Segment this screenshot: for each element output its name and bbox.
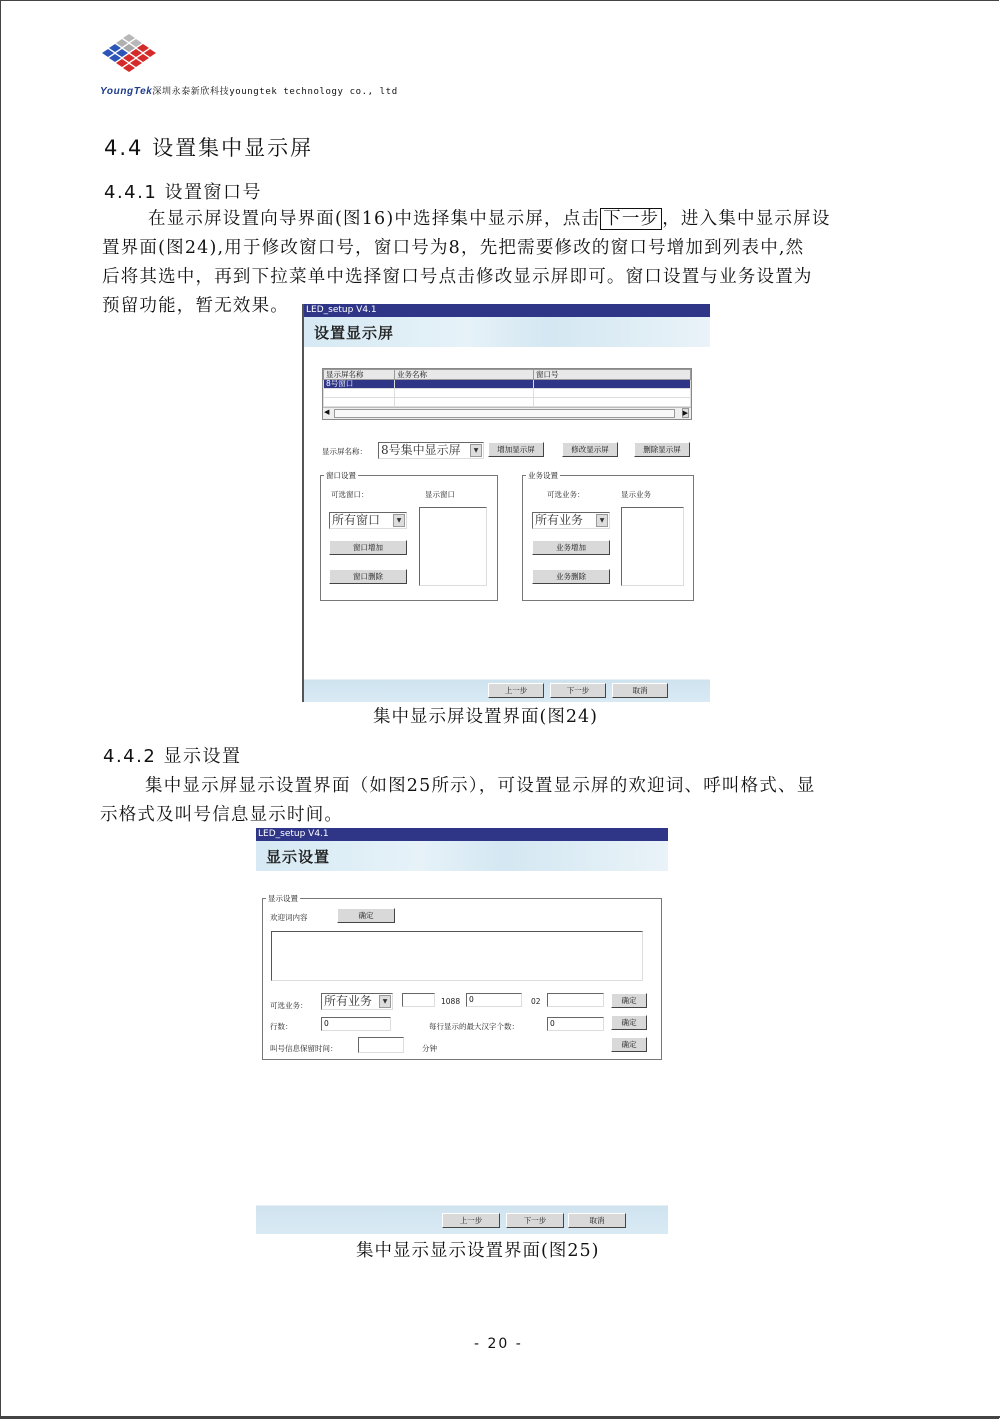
window-delete-button[interactable]: 窗口删除 [329,569,407,584]
chevron-down-icon[interactable]: ▼ [393,514,405,527]
format-field-3[interactable] [547,993,604,1007]
company-name [100,84,398,97]
cancel-button[interactable]: 取消 [568,1213,626,1228]
rows-field[interactable]: 0 [321,1017,391,1031]
paragraph-line [148,205,831,234]
available-services-select[interactable] [532,512,610,529]
format-label-02: 02 [531,997,541,1006]
shown-services-label: 显示业务 [621,490,651,499]
previous-step-button[interactable]: 上一步 [488,683,544,698]
keep-time-label: 叫号信息保留时间： [270,1044,338,1053]
format-field-1[interactable] [402,993,435,1007]
paragraph-line: 置界面(图24),用于修改窗口号，窗口号为8，先把需要修改的窗口号增加到列表中,然 [102,238,805,258]
table-row[interactable] [324,389,691,398]
window-title-bar: LED_setup V4.1 [304,304,710,317]
shown-windows-listbox[interactable] [419,507,487,586]
paragraph-line: 示格式及叫号信息显示时间。 [100,805,344,825]
column-header[interactable]: 显示屏名称 [324,370,395,380]
horizontal-scrollbar[interactable] [323,407,691,419]
column-header[interactable]: 窗口号 [534,370,691,380]
company-full-name: 深圳永泰新欣科技youngtek technology co., ltd [152,87,398,97]
next-step-button[interactable]: 下一步 [506,1213,564,1228]
add-display-button[interactable]: 增加显示屏 [488,442,544,457]
window-add-button[interactable]: 窗口增加 [329,540,407,555]
select-value: 所有业务 [535,513,584,527]
available-windows-label: 可选窗口： [331,490,369,499]
subsection-title-window: 4.4.1 设置窗口号 [104,182,263,203]
scroll-right-icon[interactable]: ▶ [682,409,688,417]
next-step-button[interactable]: 下一步 [550,683,606,698]
select-value: 8号集中显示屏 [381,443,461,457]
cell [395,398,534,407]
display-settings-group [262,894,662,1060]
cell [324,398,395,407]
welcome-label: 欢迎词内容 [270,913,308,922]
scroll-left-icon[interactable]: ◀ [324,408,330,416]
scrollbar-thumb[interactable] [334,409,675,418]
text: ，进入集中显示屏设 [662,209,831,229]
window-footer [304,679,710,702]
paragraph-line: 集中显示屏显示设置界面（如图25所示），可设置显示屏的欢迎词、呼叫格式、显 [145,776,816,796]
paragraph-line: 后将其选中，再到下拉菜单中选择窗口号点击修改显示屏即可。窗口设置与业务设置为 [102,267,813,287]
keep-time-field[interactable] [358,1037,404,1053]
section-title: 4.4 设置集中显示屏 [104,136,314,160]
service-delete-button[interactable]: 业务删除 [532,569,610,584]
shown-services-listbox[interactable] [621,507,684,586]
minutes-label: 分钟 [422,1044,437,1053]
page-number: - 20 - [474,1336,523,1352]
column-header[interactable]: 业务名称 [395,370,534,380]
modify-display-button[interactable]: 修改显示屏 [562,442,618,457]
delete-display-button[interactable]: 删除显示屏 [634,442,690,457]
group-title: 业务设置 [528,471,558,480]
max-chars-field[interactable]: 0 [547,1017,604,1031]
available-windows-select[interactable] [329,512,407,529]
screenshot-display-settings-window [256,828,668,1234]
cell [324,389,395,398]
brand-name: YoungTek [100,86,153,97]
cell [534,389,691,398]
text: 在显示屏设置向导界面(图16)中选择集中显示屏，点击 [148,209,601,229]
cell: 8号窗口 [324,380,395,389]
format-field-2[interactable]: 0 [466,993,522,1007]
page-border-bottom [0,1416,1000,1418]
window-title-bar: LED_setup V4.1 [256,828,668,841]
table-row[interactable] [324,398,691,407]
keep-time-confirm-button[interactable]: 确定 [611,1037,647,1052]
banner-title: 显示设置 [266,848,331,866]
figure-caption-24: 集中显示屏设置界面(图24) [373,707,598,727]
cell [395,389,534,398]
subsection-title-display: 4.4.2 显示设置 [103,746,242,767]
rows-label: 行数： [270,1022,293,1031]
figure-caption-25: 集中显示显示设置界面(图25) [356,1241,600,1261]
window-banner [256,841,668,871]
screenshot-set-display-window [302,304,710,702]
select-value: 所有业务 [324,994,373,1008]
cancel-button[interactable]: 取消 [612,683,668,698]
welcome-confirm-button[interactable]: 确定 [337,908,395,923]
window-banner [304,317,710,347]
window-settings-group [320,471,498,601]
chevron-down-icon[interactable]: ▼ [596,514,608,527]
select-value: 所有窗口 [332,513,381,527]
service-select[interactable] [321,993,393,1010]
display-list-table[interactable] [322,368,692,420]
table-row-selected[interactable] [324,380,691,389]
format-label-1088: 1088 [441,997,461,1006]
banner-title: 设置显示屏 [314,324,395,342]
youngtek-logo-icon [98,32,160,84]
paragraph-line: 预留功能，暂无效果。 [102,296,289,316]
rows-confirm-button[interactable]: 确定 [611,1015,647,1030]
chevron-down-icon[interactable]: ▼ [379,995,391,1008]
service-settings-group [522,471,694,601]
chevron-down-icon[interactable]: ▼ [470,444,482,457]
previous-step-button[interactable]: 上一步 [442,1213,500,1228]
window-footer [256,1205,668,1234]
shown-windows-label: 显示窗口 [425,490,455,499]
cell [395,380,534,389]
format-confirm-button[interactable]: 确定 [611,993,647,1008]
group-title: 窗口设置 [326,471,356,480]
screen-name-select[interactable] [378,442,484,459]
cell [534,380,691,389]
cell [534,398,691,407]
available-service-label: 可选业务： [270,1001,308,1010]
welcome-textarea[interactable] [271,931,643,981]
max-chars-label: 每行显示的最大汉字个数： [429,1022,519,1031]
boxed-term-next-step: 下一步 [600,208,662,230]
available-services-label: 可选业务： [547,490,585,499]
group-title: 显示设置 [268,894,298,903]
screen-name-label: 显示屏名称： [322,447,367,456]
service-add-button[interactable]: 业务增加 [532,540,610,555]
